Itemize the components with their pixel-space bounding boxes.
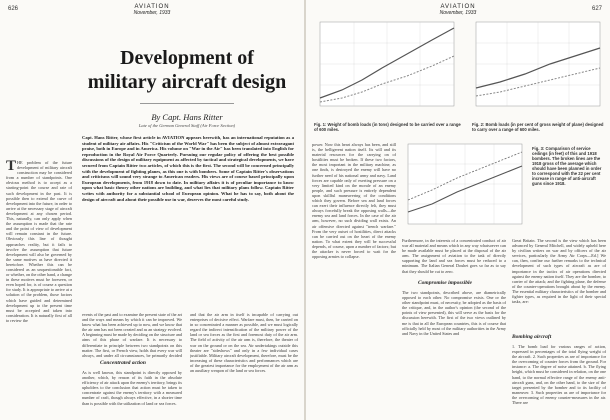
article-title-line-1: Development of xyxy=(120,47,254,69)
byline: By Capt. Hans Ritter xyxy=(151,112,223,122)
running-head xyxy=(0,4,304,16)
right-column-3b: 1. The bomb load for various ranges of action, expressed in percentages of the total flying weight of the aircraft. 2. Such properties as are of importance for the overcoming of counter forces from the ground. For instance: a. The degree of noise attained. b. The flying height, which must be considered in relation, on the one hand, to the normal effective range of the enemy anti-aircraft guns, and, on the other hand, to the size of the target presented by the bomber and to its facility of maneuver. 3. Such properties as are of importance for the overcoming of enemy counter-measures in the air. There are xyxy=(512,344,606,406)
left-page xyxy=(0,0,304,420)
figure-3 xyxy=(402,140,528,232)
right-column-1: power. Now this heart always has been, and still is, the belligerent nation itself. Its will and its material resources for the carrying on of hostilities must be broken. If these two factors, the most important in the military machine, as one finds, is destroyed the enemy will have no further need of his national army and navy. Land forces are capable only of exerting pressure on a very limited kind on the morale of an enemy people, and such pressure is entirely dependent upon skillful maneuvering of the conditions which they govern. Before sea and land forces can exert their influence directly felt, they must always forcefully break the opposing walls—the enemy sea and land forces. In the case of the air arm, however, no such dividing wall exists. An air offensive directed against "trench warfare." From the very outset of hostilities, direct attacks can be carried out on the heart of the enemy nation. To what extent they will be successful depends, of course, upon a number of factors; but the attacker is never forced to wait for the opposing armies to collapse. xyxy=(312,142,396,260)
running-head-title: AVIATION xyxy=(440,4,476,10)
right-column-3: Great Britain. The second is the view which has been advanced by General Mitchell, and widely upheld here by civilian writers on war and by officers of the air services, particularly the Army Air Corps—Ed.] We can, then, confine our further remarks to the technical development of such types of aircraft as are of importance in the tactics of air operations directed against the enemy nation itself. They are the bomber, to carrier of the attack; and the fighting plane, the defense of the counter-operations brought about by the enemy. The essential military characteristics of the bomber and fighter types, as required in the light of their special tasks, are: xyxy=(512,238,606,305)
editor-intro: Capt. Hans Ritter, whose first article in AVIATION appears herewith, has an international reputation as a student of military air affairs. His "Criticism of the World War" has been the subject of almost extravagant praise, both in Europe and in America. His volume on "War in the Air" has been translated into English for reproduction in the Royal Air Force Quarterly. Pursuing our regular policy of offering the best possible discussions of the design of military equipment as affected by tactical and strategical developments, we have secured from Captain Ritter two articles, of which this is the first. The second will be concerned principally with the development of fighting planes, as this one is with bombers. Some of Captain Ritter's observations and criticisms will sound very strange to American readers. His views are of course based principally upon European developments, from 1918 down to date. In military affairs it is of peculiar importance to know upon what basic theory other nations are building, and what lies that military plans follow. Captain Ritter writes with authority for a substantial school of European opinion. What he has to say, both about the design of aircraft and about their possible use in war, deserves the most careful study. xyxy=(82,135,294,202)
figure-2-caption: Fig. 2: Bomb loads (in per cent of gross weight of plane) designed to carry over a range of 600 miles. xyxy=(472,122,604,132)
figure-1-caption: Fig. 1: Weight of bomb loads (in tons) designed to be carried over a range of 600 miles. xyxy=(314,122,461,132)
left-column-2b: As is well known, this standpoint is directly opposed by another, which, by reason of its faith in the absolute efficiency of air attack upon the enemy's territory, brings its upholders to the conclusion that action must be taken to concentrate against the enemy's territory with a measured number of craft, though always effective, in a shorter time than is possible with the utilization of land or sea forces. xyxy=(82,370,182,406)
left-column-3: and that the air arm in itself is incapable of carrying out enterprises of decisive effect. Warfare must, then, be carried on in so concentrated a manner as possible, and we must logically regard the indirect intensification of the military power of the land or sea forces as the first and foremost duty of the air arm. The field of activity of the air arm is, therefore, the theater of war on the ground or on the sea. Air undertakings outside this theater are "sideshows" and only in a few individual cases justifiable. Military aircraft development, therefore, must be the increasing of these characteristics and performances which are of the greatest importance for the employment of the air arm as an auxiliary weapon of the land or sea forces. xyxy=(190,312,298,374)
page-number: 627 xyxy=(591,6,602,12)
page-number: 626 xyxy=(8,6,19,12)
figure-2-chart xyxy=(470,18,606,118)
running-head xyxy=(306,4,610,16)
figure-3-chart xyxy=(402,140,528,232)
running-head-title: AVIATION xyxy=(134,4,170,10)
title-rule xyxy=(140,103,234,104)
right-page xyxy=(306,0,610,420)
article-title-line-2: military aircraft design xyxy=(87,71,287,93)
drop-cap: T xyxy=(6,160,17,174)
figure-1-chart xyxy=(312,18,462,120)
author-affiliation: Late of the German General Staff (Air Force Section) xyxy=(138,123,236,128)
subhead-compromise-impossible: Compromise impossible xyxy=(418,280,472,286)
left-column-1 xyxy=(6,160,72,418)
right-column-2: Furthermore, in the interests of a concentrated conduct of air war all material and means which in any way whatsoever can be made available must be placed at the disposal of the air arm. The assignment of aviation to the task of directly supporting the land and sea forces must be reduced to a minimum. The Italian General Douhet goes so far as to say that they should be cut to zero. xyxy=(402,238,506,274)
subhead-bombing-aircraft: Bombing aircraft xyxy=(512,334,552,340)
article-title xyxy=(82,46,292,94)
left-column-2: events of the past and to examine the present state of the art and the ways and means by which it can be improved. We know what has been achieved up to now, and we know that the air arm has not been created and as an strategy evolved. A beginning must be made by deciding on the structure and aims of this phase of warfare. It is necessary to differentiate in principle between two standpoints on this matter. The first, or French view, holds that every war will always, and under all circumstances, be primarily decided xyxy=(82,312,182,358)
figure-2 xyxy=(470,18,606,118)
column-1-text: HE problem of the future development of military aircraft construction may be considered from a number of standpoints. One obvious method is to accept as a starting-point the course and rate of such development in the past. It is possible then to extend the curve of development into the future, in order to arrive at the necessary stage of aircraft development at any chosen period. This, naturally, can only apply when the assumption is made that the rate and the point of view of development will remain constant in the future. Obviously this line of thought approaches reality, but it fails to involve the assumption that future development will also be governed by the same motives as have directed it heretofore. Whether this can be considered as an unquestionable fact, or whether, on the other hand, a change in these motives must be foreseen, or even hoped for, is of course a question for study. It is appropriate to arrive at a solution of the problem, those factors which have guided and determined development up to the present time must be accepted and taken into consideration. It is naturally first of all to review the xyxy=(6,160,72,323)
figure-3-caption: Fig. 3: Comparison of service ceilings (in feet) of this and 1918 bombers. The broken lines are the 1918 gross of the average which should have been planned in order to correspond with the 22 per cent increase in range of anti-aircraft guns since 1918. xyxy=(532,146,602,186)
right-column-2b: The two standpoints, described above, are diametrically opposed to each other. No compromise exists. One or the other standpoint must, of necessity, be adopted as the basis of the critique, and, in the author's opinion (the second of the points of view presented), this will serve as the basis for the discussion herewith. The first of the two views outlined by me is that in all the European countries, this is of course that officially held by most of the military authorities in the Army and Navy in the United States and xyxy=(402,290,506,336)
subhead-concentrated-action: Concentrated action xyxy=(100,360,146,366)
running-head-date: November, 1933 xyxy=(439,10,477,16)
figure-1 xyxy=(312,18,462,120)
running-head-date: November, 1933 xyxy=(133,10,171,16)
